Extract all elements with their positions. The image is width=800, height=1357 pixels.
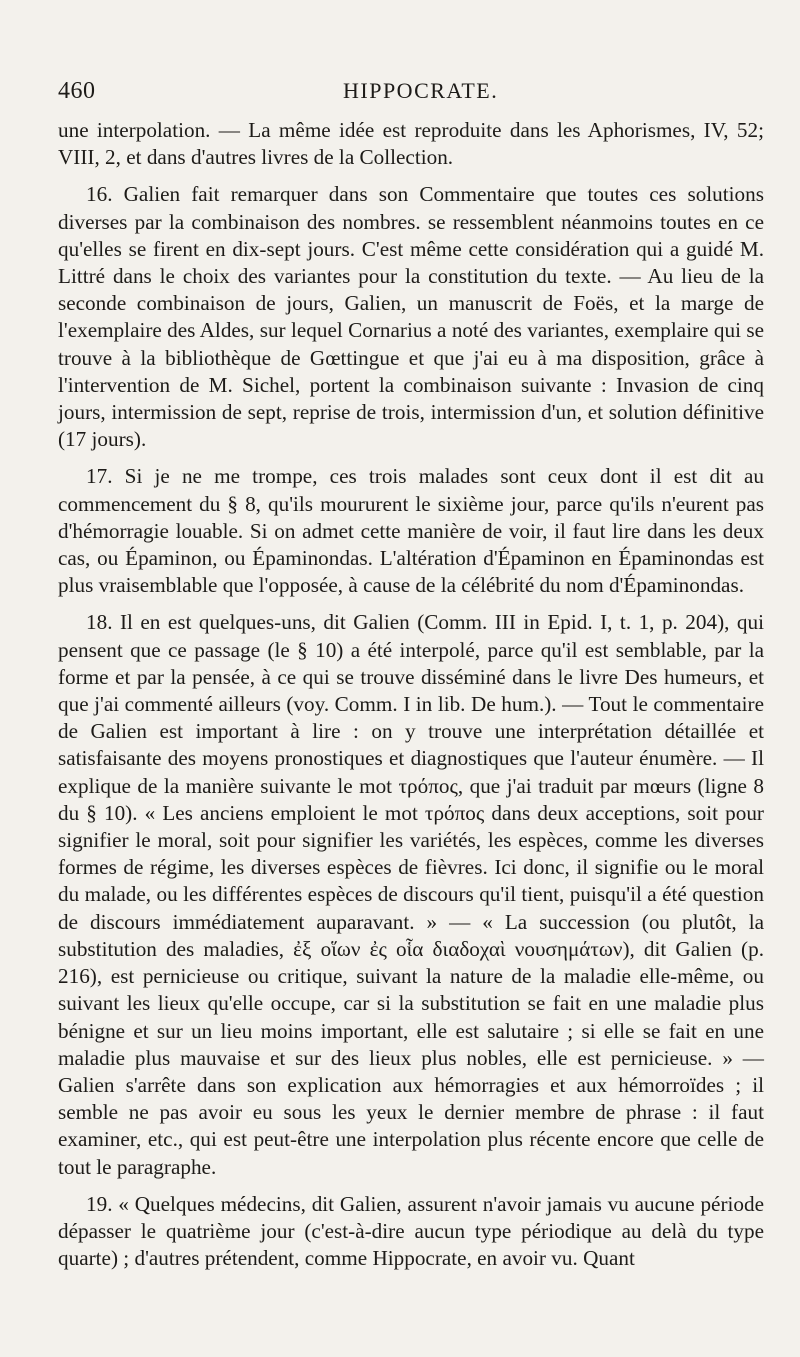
paragraph-16: 16. Galien fait remarquer dans son Commentaire que toutes ces solutions diverses par la combinaison des nombres. se ressemblent néanmoins toutes en ce qu'elles se firent en dix-sept jours. C'est même cette considération qui a guidé M. Littré dans le choix des variantes pour la constitution du texte. — Au lieu de la seconde combinaison de jours, Galien, un manuscrit de Foës, et la marge de l'exemplaire des Aldes, sur lequel Cornarius a noté des variantes, exemplaire qui se trouve à la bibliothèque de Gœttingue et que j'ai eu à ma disposition, grâce à l'intervention de M. Sichel, portent la combinaison suivante : Invasion de cinq jours, intermission de sept, reprise de trois, intermission d'un, et solution définitive (17 jours). bbox=[58, 182, 764, 452]
page-header bbox=[58, 78, 760, 112]
page-number: 460 bbox=[58, 78, 96, 104]
body-text bbox=[58, 117, 764, 1272]
running-title: HIPPOCRATE. bbox=[343, 78, 499, 103]
paragraph-continuation: une interpolation. — La même idée est reproduite dans les Aphorismes, IV, 52; VIII, 2, et dans d'autres livres de la Collection. bbox=[58, 118, 764, 170]
paragraph-17: 17. Si je ne me trompe, ces trois malades sont ceux dont il est dit au commencement du § 8, qu'ils moururent le sixième jour, parce qu'ils n'eurent pas d'hémorragie louable. Si on admet cette manière de voir, il faut lire dans les deux cas, ou Épaminon, ou Épaminondas. L'altération d'Épaminon en Épaminondas est plus vraisemblable que l'opposée, à cause de la célébrité du nom d'Épaminondas. bbox=[58, 464, 764, 598]
paragraph-18: 18. Il en est quelques-uns, dit Galien (Comm. III in Epid. I, t. 1, p. 204), qui pensent que ce passage (le § 10) a été interpolé, parce qu'il est semblable, par la forme et par la pensée, à ce qui se trouve disséminé dans le livre Des humeurs, et que j'ai commenté ailleurs (voy. Comm. I in lib. De hum.). — Tout le commentaire de Galien est important à lire : on y trouve une interprétation détaillée et satisfaisante des moyens pronostiques et diagnostiques que l'auteur énumère. — Il explique de la manière suivante le mot τρόπος, que j'ai traduit par mœurs (ligne 8 du § 10). « Les anciens emploient le mot τρόπος dans deux acceptions, soit pour signifier le moral, soit pour signifier les variétés, les espèces, comme les diverses formes de régime, les diverses espèces de fièvres. Ici donc, il signifie ou le moral du malade, ou les différentes espèces de discours qu'il tient, puisqu'il a été question de discours immédiatement auparavant. » — « La succession (ou plutôt, la substitution des maladies, ἐξ οἵων ἐς οἷα διαδοχαὶ νουσημάτων), dit Galien (p. 216), est pernicieuse ou critique, suivant la nature de la maladie elle-même, ou suivant les lieux qu'elle occupe, car si la substitution se fait en une maladie plus bénigne et sur un lieu moins important, elle est salutaire ; si elle se fait en une maladie plus mauvaise et sur des lieux plus nobles, elle est pernicieuse. » — Galien s'arrête dans son explication aux hémorragies et aux hémorroïdes ; il semble ne pas avoir eu sous les yeux le dernier membre de phrase : il faut examiner, etc., qui est peut-être une interpolation plus récente encore que celle de tout le paragraphe. bbox=[58, 610, 764, 1179]
paragraph-19: 19. « Quelques médecins, dit Galien, assurent n'avoir jamais vu aucune période dépasser le quatrième jour (c'est-à-dire aucun type périodique au delà du type quarte) ; d'autres prétendent, comme Hippocrate, en avoir vu. Quant bbox=[58, 1191, 764, 1271]
